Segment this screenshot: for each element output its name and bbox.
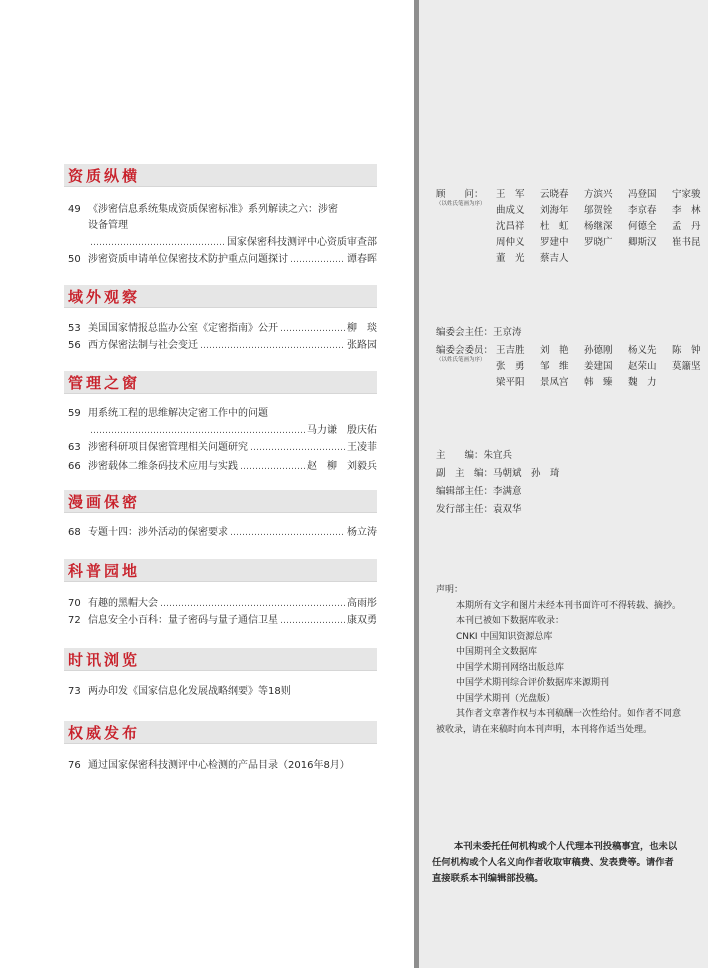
member-name: 陈 钟 <box>672 345 701 356</box>
member-name: 莫簫坚 <box>672 361 701 372</box>
toc-entry[interactable] <box>68 322 377 336</box>
page-number: 68 <box>68 527 81 538</box>
page-number: 76 <box>68 760 81 771</box>
leader-dots <box>200 339 345 353</box>
page-number: 66 <box>68 461 81 472</box>
statement-p2: 本刊已被如下数据库收录： <box>456 616 565 626</box>
article-author: 柳 琰 <box>347 323 377 334</box>
member-name: 刘 艳 <box>540 345 569 356</box>
advisor-name: 刘海年 <box>540 205 569 216</box>
toc-author-line <box>68 236 377 250</box>
db-item: 中国学术期刊综合评价数据库来源期刊 <box>456 678 610 688</box>
submission-notice <box>432 839 680 887</box>
toc-entry-continued <box>68 219 377 233</box>
leader-dots <box>230 526 345 540</box>
article-title-cont: 设备管理 <box>88 220 128 231</box>
advisor-name: 孟 丹 <box>672 221 701 232</box>
leader-dots <box>290 253 345 267</box>
member-name: 韩 臻 <box>584 377 613 388</box>
article-author: 杨立涛 <box>347 527 377 538</box>
member-name: 魏 力 <box>628 377 657 388</box>
deputy-name: 马朝斌 孙 琦 <box>493 468 560 479</box>
article-author: 张路园 <box>347 340 377 351</box>
editor-label: 主 编： <box>436 450 484 461</box>
director-name: 王京涛 <box>493 327 522 338</box>
members-list <box>496 343 708 391</box>
toc-entry[interactable] <box>68 441 377 455</box>
advisor-name: 蔡吉人 <box>540 253 569 264</box>
section-title: 域外观察 <box>68 288 141 306</box>
advisors-note: （以姓氏笔画为序） <box>436 201 486 207</box>
member-name: 孙德刚 <box>584 345 613 356</box>
members-note: （以姓氏笔画为序） <box>436 357 486 363</box>
member-name: 杨义先 <box>628 345 657 356</box>
section-title: 权威发布 <box>68 724 141 742</box>
article-author: 马力谦 殷庆佑 <box>307 425 377 436</box>
member-name: 王吉胜 <box>496 345 525 356</box>
director-label: 编委会主任： <box>436 327 494 338</box>
member-name: 梁平阳 <box>496 377 525 388</box>
advisor-name: 卿斯汉 <box>628 237 657 248</box>
advisor-name: 李 林 <box>672 205 701 216</box>
page-number: 73 <box>68 686 81 697</box>
db-item: 中国期刊全文数据库 <box>456 647 538 657</box>
section-title: 资质纵横 <box>68 167 141 185</box>
page-number: 63 <box>68 442 81 453</box>
advisors-label: 顾 问： <box>436 189 484 200</box>
member-name: 赵荣山 <box>628 361 657 372</box>
db-item: 中国学术期刊网络出版总库 <box>456 662 565 673</box>
dept-label: 编辑部主任： <box>436 486 494 497</box>
advisor-name: 方滨兴 <box>584 189 613 200</box>
member-name: 景凤宫 <box>540 377 569 388</box>
dept-name: 李满意 <box>493 486 522 497</box>
advisors-list <box>496 187 708 267</box>
toc-author-line <box>68 424 377 438</box>
article-author: 高雨彤 <box>347 598 377 609</box>
dept-row <box>436 484 522 500</box>
article-author: 国家保密科技测评中心资质审查部 <box>227 237 377 248</box>
members-block <box>436 343 706 403</box>
section-title: 漫画保密 <box>68 493 141 511</box>
deputy-label: 副 主 编： <box>436 468 494 479</box>
article-author: 王凌菲 <box>347 442 377 453</box>
article-title: 涉密资质申请单位保密技术防护重点问题探讨 <box>88 254 288 265</box>
article-title: 专题十四：涉外活动的保密要求 <box>88 527 228 538</box>
advisor-name: 董 光 <box>496 253 525 264</box>
section-header <box>64 490 377 513</box>
advisor-name: 罗建中 <box>540 237 569 248</box>
article-title: 有趣的黑帽大会 <box>88 598 158 609</box>
page-number: 49 <box>68 204 81 215</box>
advisor-name: 李京春 <box>628 205 657 216</box>
member-name: 张 勇 <box>496 361 525 372</box>
db-item: CNKI 中国知识资源总库 <box>456 631 553 642</box>
member-name: 邹 维 <box>540 361 569 372</box>
statement-p1: 本期所有文字和图片未经本刊书面许可不得转载、摘抄。 <box>456 600 682 611</box>
toc-entry[interactable] <box>68 614 377 628</box>
member-name: 姜建国 <box>584 361 613 372</box>
toc-entry[interactable] <box>68 460 377 474</box>
notice-text: 本刊未委托任何机构或个人代理本刊投稿事宜，也未以任何机构或个人名义向作者收取审稿费、发表费等。请作者直接联系本刊编辑部投稿。 <box>432 841 678 884</box>
advisor-name: 云晓春 <box>540 189 569 200</box>
advisor-name: 冯登国 <box>628 189 657 200</box>
statement-block <box>436 583 688 738</box>
advisor-name: 宁家骏 <box>672 189 701 200</box>
article-title: 通过国家保密科技测评中心检测的产品目录（2016年8月） <box>88 760 350 771</box>
page-number: 53 <box>68 323 81 334</box>
page-number: 56 <box>68 340 81 351</box>
toc-entry[interactable] <box>68 685 377 699</box>
article-title: 美国国家情报总监办公室《定密指南》公开 <box>88 323 278 334</box>
advisor-name: 沈昌祥 <box>496 221 525 232</box>
editor-name: 朱宜兵 <box>483 450 513 461</box>
advisor-name: 罗晓广 <box>584 237 613 248</box>
dist-row <box>436 502 522 518</box>
article-title: 西方保密法制与社会变迁 <box>88 340 198 351</box>
leader-dots <box>160 597 345 611</box>
article-title: 涉密科研项目保密管理相关问题研究 <box>88 442 248 453</box>
section-header <box>64 164 377 187</box>
leader-dots <box>280 322 345 336</box>
toc-entry[interactable] <box>68 253 377 267</box>
article-title: 信息安全小百科：量子密码与量子通信卫星 <box>88 615 278 626</box>
leader-dots <box>240 460 305 474</box>
toc-entry[interactable] <box>68 526 377 540</box>
page-number: 70 <box>68 598 81 609</box>
page-number: 72 <box>68 615 81 626</box>
advisor-name: 曲成义 <box>496 205 525 216</box>
article-title: 两办印发《国家信息化发展战略纲要》等18则 <box>88 686 291 697</box>
leader-dots <box>250 441 345 455</box>
advisor-name: 杨继深 <box>584 221 613 232</box>
advisor-name: 杜 虹 <box>540 221 569 232</box>
leader-dots <box>280 614 345 628</box>
section-header <box>64 721 377 744</box>
advisors-block <box>436 187 706 277</box>
article-author: 赵 柳 刘毅兵 <box>307 461 377 472</box>
article-author: 谭春晖 <box>347 254 377 265</box>
toc-entry[interactable] <box>68 339 377 353</box>
toc-entry[interactable] <box>68 597 377 611</box>
article-title: 用系统工程的思维解决定密工作中的问题 <box>88 408 268 419</box>
leader-dots <box>90 236 225 250</box>
dist-label: 发行部主任： <box>436 504 494 515</box>
advisor-name: 崔书昆 <box>672 237 701 248</box>
section-header <box>64 648 377 671</box>
members-label: 编委会委员： <box>436 345 494 356</box>
article-title: 《涉密信息系统集成资质保密标准》系列解读之六：涉密 <box>88 204 338 215</box>
section-header <box>64 285 377 308</box>
statement-heading: 声明： <box>436 585 464 595</box>
toc-entry[interactable] <box>68 759 377 773</box>
section-header <box>64 371 377 394</box>
toc-entry[interactable] <box>68 407 377 421</box>
advisor-name: 周仲义 <box>496 237 525 248</box>
deputy-row <box>436 466 560 482</box>
board-director <box>436 325 522 341</box>
section-title: 科普园地 <box>68 562 141 580</box>
editor-row <box>436 448 512 464</box>
article-title: 涉密载体二维条码技术应用与实践 <box>88 461 238 472</box>
section-title: 时讯浏览 <box>68 651 141 669</box>
page-number: 59 <box>68 408 81 419</box>
article-author: 康双勇 <box>347 615 377 626</box>
statement-p3: 其作者文章著作权与本刊稿酬一次性给付。如作者不同意被收录，请在来稿时向本刊声明，本刊将作适当处理。 <box>436 709 682 735</box>
page-number: 50 <box>68 254 81 265</box>
dist-name: 袁双华 <box>493 504 522 515</box>
advisor-name: 何德全 <box>628 221 657 232</box>
toc-entry[interactable] <box>68 203 377 217</box>
section-title: 管理之窗 <box>68 374 141 392</box>
db-item: 中国学术期刊（光盘版） <box>456 693 556 704</box>
advisor-name: 王 军 <box>496 189 525 200</box>
leader-dots <box>90 424 305 438</box>
section-header <box>64 559 377 582</box>
advisor-name: 邬贺铨 <box>584 205 613 216</box>
